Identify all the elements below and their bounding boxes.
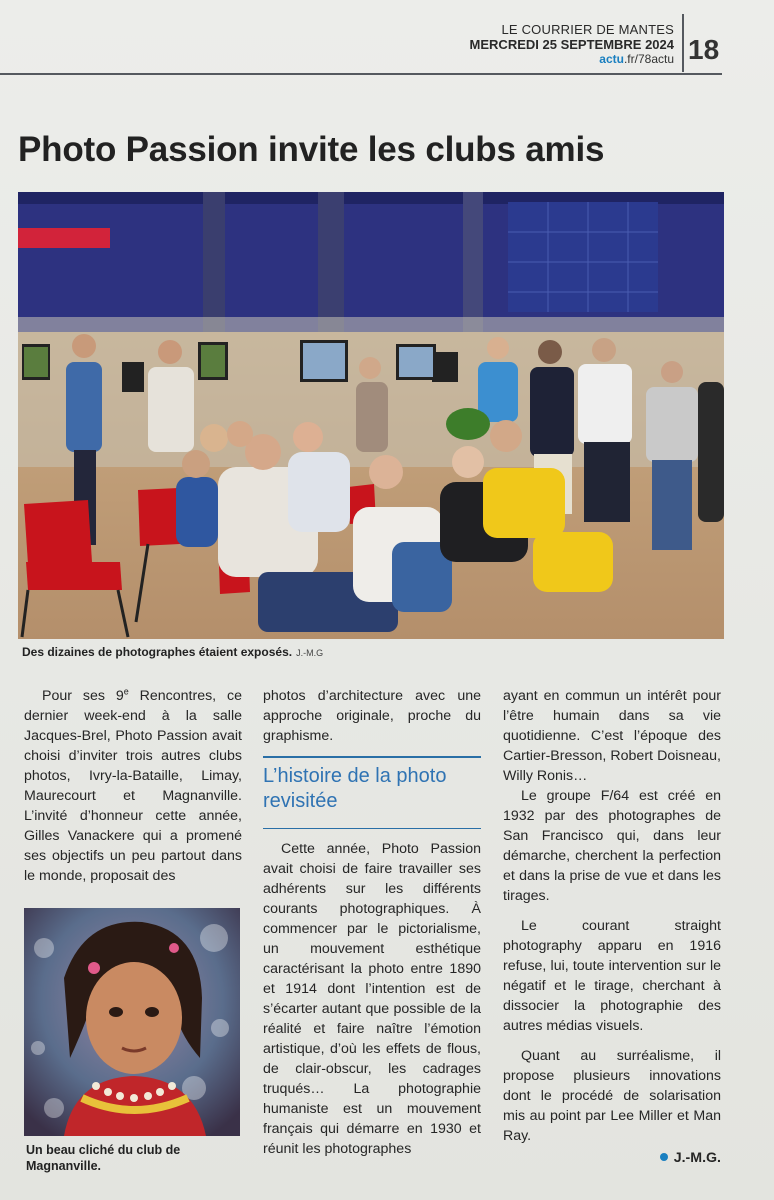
website-brand: actu	[599, 52, 624, 66]
header-rule	[0, 73, 722, 75]
paragraph-4: Le courant straight photography apparu en 1916 refuse, lui, toute intervention sur le négatif et le tirage, cherchant à dissocier la photographie des autres médias visuels.	[503, 918, 721, 1034]
exhibition-hall-photo	[18, 192, 724, 639]
p1-superscript: e	[123, 686, 129, 697]
article-column-3	[503, 686, 721, 1168]
paragraph-5: Quant au surréalisme, il propose plusieurs innovations dont le procédé de solarisation mis au point par Lee Miller et Man Ray.	[503, 1048, 721, 1144]
article-subheading: L’histoire de la photo revisitée	[263, 765, 447, 812]
paragraph-2-continued: ayant en commun un intérêt pour l’être humain dans sa vie quotidienne. C’est l’époque des Cartier-Bresson, Robert Doisneau, Willy Ronis…	[503, 688, 721, 784]
subhead-bottom-rule	[263, 828, 481, 829]
paragraph-2: Cette année, Photo Passion avait choisi de faire travailler ses adhérents sur les différents courants photographiques. À commencer par le pictorialisme, un mouvement esthétique caractérisant la photo entre 1890 et 1914 dont l’intention est de s’écarter autant que possible de la réalité et faire naître l’émotion artistique, d’où les effets de flous, de clair-obscur, les cadrages truqués… La photographie humaniste est un mouvement français qui démarre en 1930 et réunit les photographes	[263, 841, 481, 1157]
child-portrait-image	[24, 908, 240, 1136]
paragraph-1-continued: photos d’architecture avec une approche originale, proche du graphisme.	[263, 688, 481, 744]
masthead	[470, 22, 674, 67]
bullet-dot-icon	[660, 1153, 668, 1161]
paragraph-3: Le groupe F/64 est créé en 1932 par des photographes de San Francisco qui, dans leur démarche, cherchent la perfection et dans la prise de vue et dans les tirages.	[503, 788, 721, 904]
issue-date: MERCREDI 25 SEPTEMBRE 2024	[469, 37, 674, 52]
paragraph-1	[24, 686, 242, 886]
main-photo	[18, 192, 724, 639]
website-label	[470, 52, 674, 67]
p1-rest: Rencontres, ce dernier week-end à la salle Jacques-Brel, Photo Passion avait choisi d’inviter trois autres clubs photos, Ivry-la-Bataille, Limay, Maurecourt et Magnanville. L’invité d’honneur cette année, Gilles Vanackere qui a promené ses objectifs un peu partout dans le monde, proposait des	[24, 688, 242, 884]
website-path: .fr/78actu	[623, 52, 674, 66]
small-photo-caption: Un beau cliché du club de Magnanville.	[26, 1143, 181, 1173]
signature-text: J.-M.G.	[673, 1150, 721, 1166]
header-divider	[682, 14, 684, 72]
article-column-2	[263, 686, 481, 1159]
article-column-1	[24, 686, 242, 886]
author-signature	[503, 1148, 721, 1168]
article-headline: Photo Passion invite les clubs amis	[18, 130, 605, 169]
main-photo-credit: J.-M.G	[296, 648, 324, 658]
newspaper-name: LE COURRIER DE MANTES	[501, 22, 674, 37]
main-photo-caption	[22, 645, 323, 659]
child-portrait-photo	[24, 908, 240, 1136]
subhead-top-rule	[263, 756, 481, 758]
page-number: 18	[688, 34, 720, 65]
p1-start: Pour ses 9	[42, 688, 124, 704]
main-caption-text: Des dizaines de photographes étaient exposés.	[22, 645, 293, 659]
